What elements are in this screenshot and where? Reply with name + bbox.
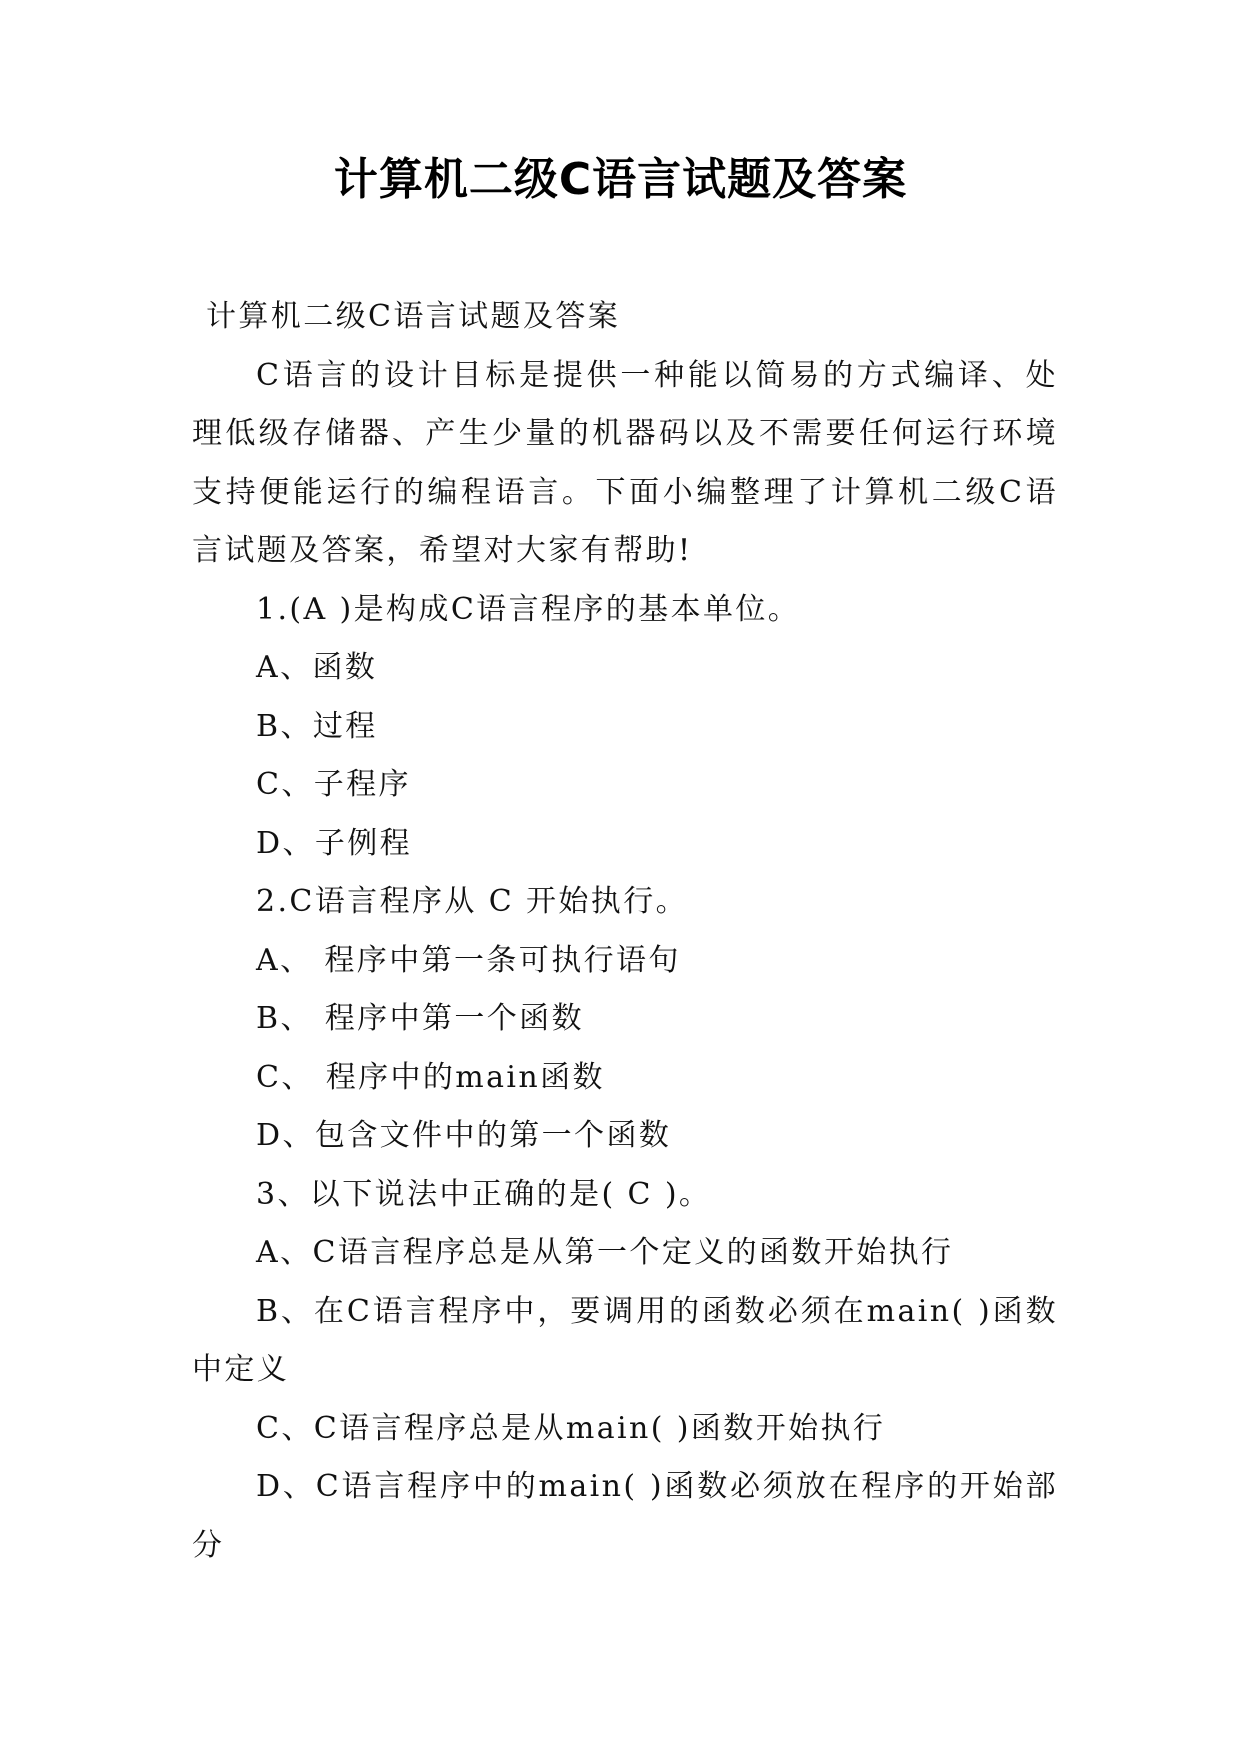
question-1-option-d: D、子例程 [256,825,413,861]
question-1-option-a: A、函数 [256,650,378,685]
question-2-option-b: B、 程序中第一个函数 [256,1001,584,1036]
document-body [192,288,1058,1575]
question-2-option-c: C、 程序中的main函数 [256,1059,605,1095]
intro-paragraph: C语言的设计目标是提供一种能以简易的方式编译、处理低级存储器、产生少量的机器码以及不需要任何运行环境支持便能运行的编程语言。下面小编整理了计算机二级C语言试题及答案，希望对大家有帮助! [192,357,1058,568]
question-2-stem: 2.C语言程序从 C 开始执行。 [256,884,689,919]
question-2-option-a: A、 程序中第一条可执行语句 [256,942,681,978]
question-1-option-c: C、子程序 [256,767,411,802]
question-1-stem: 1.(A )是构成C语言程序的基本单位。 [256,591,801,627]
question-2-option-d: D、包含文件中的第一个函数 [256,1118,672,1153]
document-title: 计算机二级C语言试题及答案 [333,154,908,205]
question-3-option-a: A、C语言程序总是从第一个定义的函数开始执行 [256,1235,954,1270]
question-3-option-b: B、在C语言程序中，要调用的函数必须在main( )函数中定义 [192,1293,1058,1387]
question-3-option-d: D、C语言程序中的main( )函数必须放在程序的开始部分 [192,1469,1058,1563]
question-3-stem: 3、以下说法中正确的是( C )。 [256,1176,712,1212]
question-1-option-b: B、过程 [256,708,378,744]
document-subtitle: 计算机二级C语言试题及答案 [206,299,621,334]
question-3-option-c: C、C语言程序总是从main( )函数开始执行 [256,1410,886,1446]
